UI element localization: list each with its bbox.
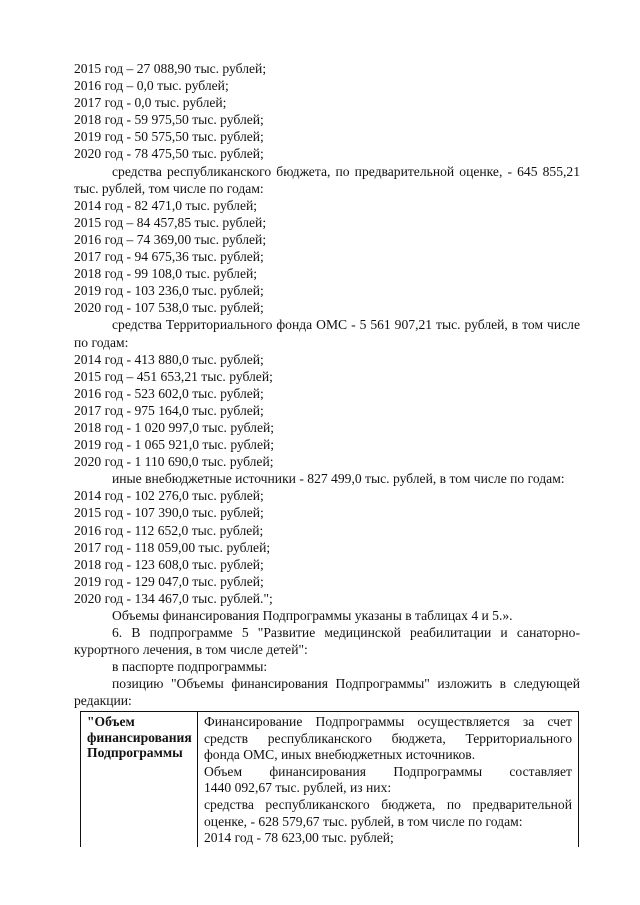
list-item: 2019 год - 1 065 921,0 тыс. рублей; [74, 437, 275, 453]
table-content-line: средств республиканского бюджета, Территориального [204, 730, 572, 746]
paragraph-item-6: 6. В подпрограмме 5 "Развитие медицинской реабилитации и санаторно-курортного лечения, в том числе детей": [74, 625, 580, 658]
paragraph-republic-budget: средства республиканского бюджета, по предварительной оценке, - 645 855,21 тыс. рублей, том числе по годам: [74, 163, 580, 196]
list-item: 2017 год - 118 059,00 тыс. рублей; [74, 539, 271, 555]
list-item: 2017 год - 0,0 тыс. рублей; [74, 95, 227, 111]
list-item: 2019 год - 103 236,0 тыс. рублей; [74, 283, 264, 299]
document-body [74, 60, 580, 710]
list-item: 2018 год - 123 608,0 тыс. рублей; [74, 556, 264, 572]
paragraph-position: позицию "Объемы финансирования Подпрограммы" изложить в следующей редакции: [74, 676, 580, 709]
other-sources-list [74, 487, 580, 607]
list-item: 2020 год - 134 467,0 тыс. рублей."; [74, 590, 273, 606]
table-content-line: средства республиканского бюджета, по предварительной [204, 796, 572, 812]
republic-budget-list [74, 197, 580, 317]
paragraph-other-sources: иные внебюджетные источники - 827 499,0 тыс. рублей, в том числе по годам: [112, 471, 565, 487]
list-item: 2015 год – 84 457,85 тыс. рублей; [74, 214, 267, 230]
list-item: 2017 год - 975 164,0 тыс. рублей; [74, 402, 264, 418]
paragraph-tables-reference: Объемы финансирования Подпрограммы указаны в таблицах 4 и 5.». [112, 608, 513, 623]
list-item: 2015 год – 451 653,21 тыс. рублей; [74, 368, 273, 384]
list-item: 2018 год - 59 975,50 тыс. рублей; [74, 112, 264, 128]
list-item: 2015 год – 27 088,90 тыс. рублей; [74, 61, 267, 76]
list-item: 2017 год - 94 675,36 тыс. рублей; [74, 249, 264, 265]
list-item: 2019 год - 50 575,50 тыс. рублей; [74, 129, 264, 145]
table-content-line: фонда ОМС, иных внебюджетных источников. [204, 747, 476, 763]
table-content-line: 1440 092,67 тыс. рублей, из них: [204, 780, 392, 796]
list-item: 2016 год – 74 369,00 тыс. рублей; [74, 231, 267, 247]
funding-list-2015-2020 [74, 60, 580, 163]
list-item: 2016 год - 523 602,0 тыс. рублей; [74, 385, 264, 401]
list-item: 2018 год - 99 108,0 тыс. рублей; [74, 266, 258, 282]
oms-fund-list [74, 351, 580, 471]
table-content-line: 2014 год - 78 623,00 тыс. рублей; [204, 830, 394, 846]
table-header-line: Подпрограммы [87, 745, 183, 761]
list-item: 2015 год - 107 390,0 тыс. рублей; [74, 505, 264, 521]
funding-table [80, 711, 579, 847]
list-item: 2018 год - 1 020 997,0 тыс. рублей; [74, 419, 275, 435]
table-content-line: оценке, - 628 579,67 тыс. рублей, в том числе по годам: [204, 813, 523, 829]
list-item: 2020 год - 107 538,0 тыс. рублей; [74, 300, 264, 316]
table-content-line: Объем финансирования Подпрограммы составляет [204, 763, 572, 779]
table-content-line: Финансирование Подпрограммы осуществляется за счет [204, 714, 572, 729]
list-item: 2014 год - 102 276,0 тыс. рублей; [74, 488, 264, 504]
table-header-line: "Объем [87, 714, 135, 729]
list-item: 2019 год - 129 047,0 тыс. рублей; [74, 573, 264, 589]
list-item: 2020 год - 78 475,50 тыс. рублей; [74, 146, 264, 162]
table-content-cell [198, 712, 578, 847]
list-item: 2016 год – 0,0 тыс. рублей; [74, 78, 229, 94]
paragraph-passport: в паспорте подпрограммы: [112, 659, 268, 675]
table-header-cell [81, 712, 198, 847]
list-item: 2014 год - 413 880,0 тыс. рублей; [74, 351, 264, 367]
list-item: 2014 год - 82 471,0 тыс. рублей; [74, 197, 258, 213]
list-item: 2020 год - 1 110 690,0 тыс. рублей; [74, 454, 274, 470]
paragraph-oms-fund: средства Территориального фонда ОМС - 5 561 907,21 тыс. рублей, в том числе по годам: [74, 317, 580, 350]
table-header-line: финансирования [87, 729, 192, 745]
list-item: 2016 год - 112 652,0 тыс. рублей; [74, 522, 264, 538]
